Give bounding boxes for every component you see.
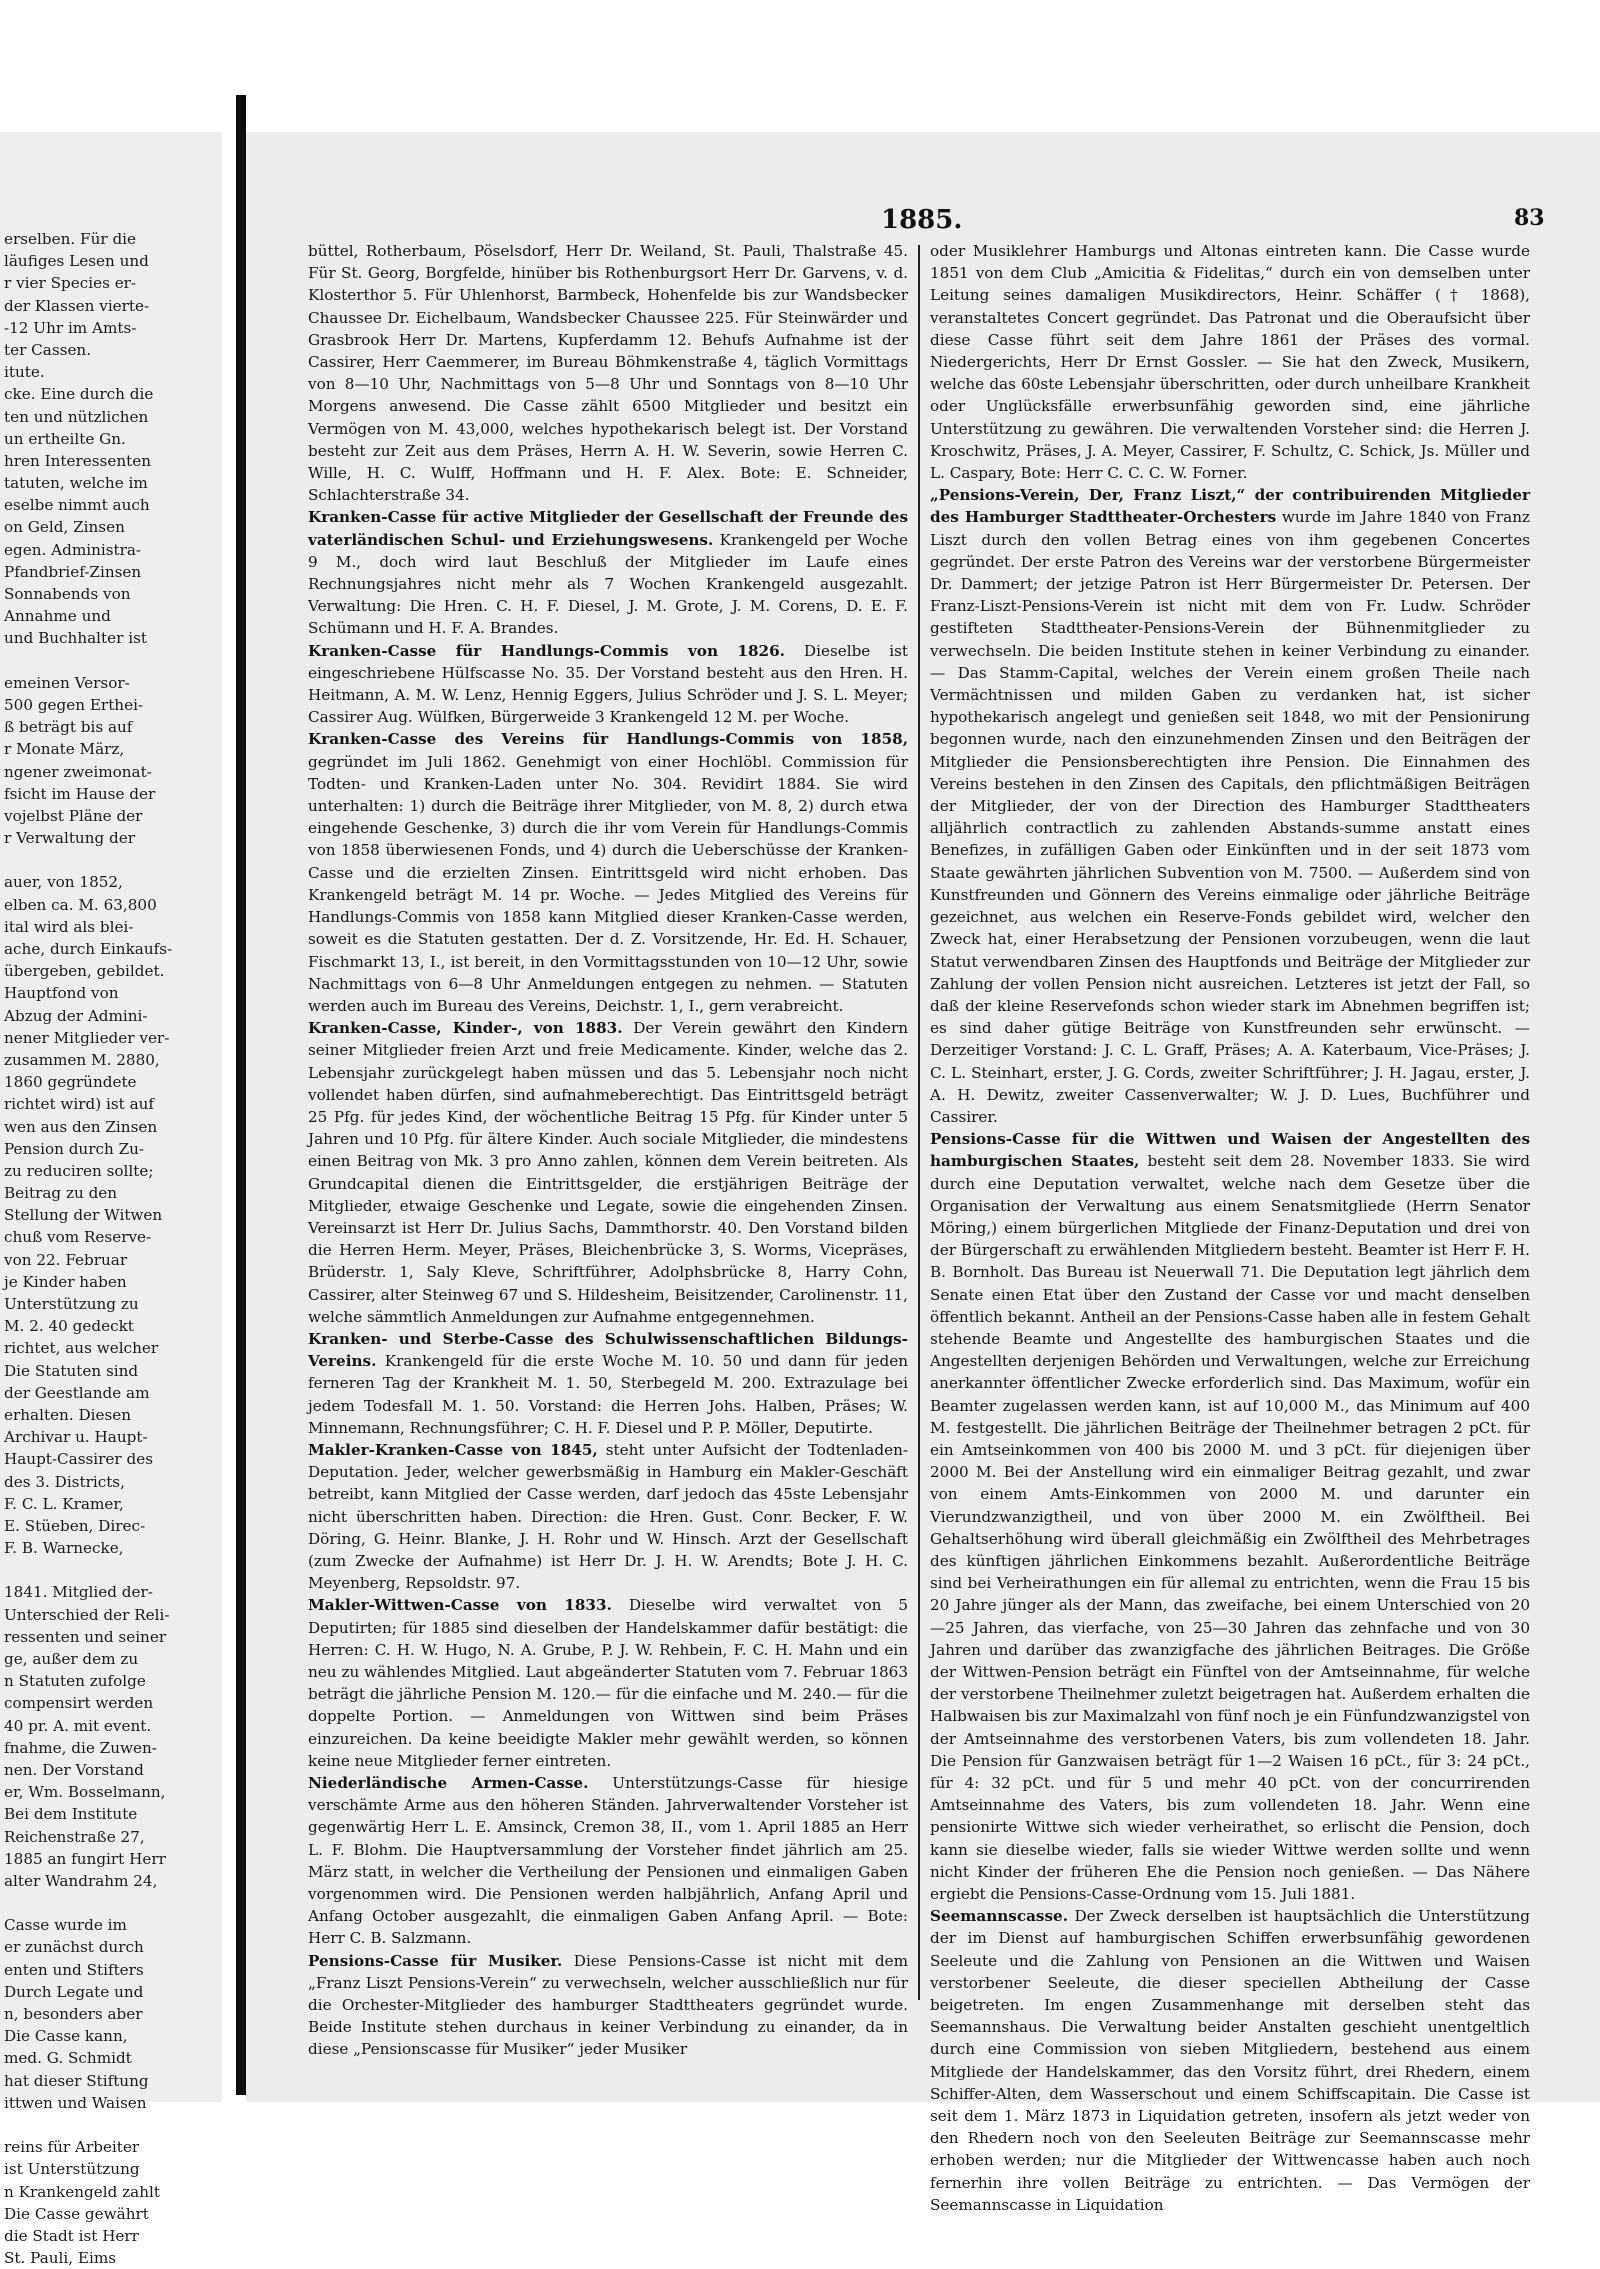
left-page-line: erselben. Für die — [4, 230, 137, 248]
entry-heading: Kranken-Casse für Handlungs-Commis von 1826. — [308, 641, 785, 660]
left-page-line: F. C. L. Kramer, — [4, 1494, 124, 1513]
left-page-line — [4, 2114, 236, 2136]
left-page-line: er zunächst durch — [4, 1938, 144, 1957]
entry-heading: Makler-Kranken-Casse von 1845, — [308, 1440, 598, 1459]
entry-heading: „Pensions-Verein, Der, Franz Liszt,“ der contribuirenden Mitglieder des Hamburger Stadttheater-Orchesters — [930, 486, 1530, 527]
entry-text: gegründet im Juli 1862. Genehmigt von einer Hochlöbl. Commission für Todten- und Kranken-Laden unter No. 304. Revidirt 1884. Sie wird unterhalten: 1) durch die Beiträge ihrer Mitglieder, von M. 8, 2) durch etwa eingehende Geschenke, 3) durch die ihr vom Verein für Handlungs-Commis von 1858 überwiesenen Fonds, und 4) durch die Ueberschüsse der Kranken-Casse und die erzielten Zinsen. Eintrittsgeld wird nicht erhoben. Das Krankengeld beträgt M. 14 pr. Woche. — Jedes Mitglied des Vereins für Handlungs-Commis von 1858 kann Mitglied dieser Kranken-Casse werden, soweit es die Statuten gestatten. Der d. Z. Vorsitzende, Hr. Ed. H. Schauer, Fischmarkt 13, I., ist bereit, in den Vormittagsstunden von 10—12 Uhr, sowie Nachmittags von 6—8 Uhr Anmeldungen entgegen zu nehmen. — Statuten werden auch im Bureau des Vereins, Deichstr. 1, I., gern verabreicht. — [308, 752, 908, 1015]
entry-text: Der Verein gewährt den Kindern seiner Mitglieder freien Arzt und freie Medicamente. Kinder, welche das 2. Lebensjahr zurückgelegt haben müssen und das 5. Lebensjahr noch nicht vollendet haben dürfen, sind aufnahmeberechtigt. Das Eintrittsgeld beträgt 25 Pfg. für jedes Kind, der wöchentliche Beitrag 15 Pfg. für Kinder unter 5 Jahren und 10 Pfg. für ältere Kinder. Auch sociale Mitglieder, die mindestens einen Beitrag von Mk. 3 pro Anno zahlen, können dem Verein beitreten. Als Grundcapital dienen die Eintrittsgelder, die erstjährigen Beiträge der Mitglieder, etwaige Geschenke und Legate, sowie die eingehenden Zinsen. Vereinsarzt ist Herr Dr. Julius Sachs, Dammthorstr. 40. Den Vorstand bilden die Herren Herm. Meyer, Präses, Bleichenbrücke 3, S. Worms, Vicepräses, Brüderstr. 1, Saly Kleve, Schriftführer, Adolphsbrücke 8, Harry Cohn, Cassirer, alter Steinweg 67 und S. Hildesheim, Beisitzender, Carolinenstr. 11, welche sämmtlich Anmeldungen zur Aufnahme entgegennehmen. — [308, 1019, 908, 1326]
left-page-line: Stellung der Witwen — [4, 1206, 163, 1225]
entry-text: Dieselbe ist eingeschriebene Hülfscasse No. 35. Der Vorstand besteht aus den Hren. H. Heitmann, A. M. W. Lenz, Hennig Eggers, Julius Schröder und J. S. L. Meyer; Cassirer Aug. Wülfken, Bürgerweide 3 Krankengeld 12 M. per Woche. — [308, 641, 909, 727]
left-page-line: Hauptfond von — [4, 984, 119, 1003]
entry-paragraph — [930, 1128, 1530, 1905]
entry-paragraph — [308, 1328, 908, 1439]
left-page-line — [4, 1559, 236, 1581]
left-page-line: erhalten. Diesen — [4, 1405, 132, 1424]
entry-paragraph — [308, 240, 908, 506]
left-page-line: die Stadt ist Herr — [4, 2226, 139, 2245]
left-page-line: ter Cassen. — [4, 340, 92, 359]
entry-paragraph — [308, 506, 908, 639]
left-page-line: cke. Eine durch die — [4, 385, 154, 404]
left-page-line: eselbe nimmt auch — [4, 496, 150, 515]
left-page-line: Die Casse gewährt — [4, 2204, 149, 2223]
left-page-line: M. 2. 40 gedeckt — [4, 1317, 134, 1336]
left-page-line: zusammen M. 2880, — [4, 1050, 160, 1069]
left-page-line: ten und nützlichen — [4, 407, 149, 426]
entry-heading: Kranken-Casse des Vereins für Handlungs-Commis von 1858, — [308, 730, 908, 749]
left-page-line: er, Wm. Bosselmann, — [4, 1783, 166, 1802]
left-page-line: enten und Stifters — [4, 1960, 144, 1979]
left-page-line: 1841. Mitglied der- — [4, 1583, 153, 1602]
entry-paragraph — [930, 484, 1530, 1128]
entry-heading: Makler-Wittwen-Casse von 1833. — [308, 1596, 612, 1615]
left-page-line: elben ca. M. 63,800 — [4, 895, 157, 914]
left-page-line: von 22. Februar — [4, 1250, 128, 1269]
left-page-line: der Geestlande am — [4, 1383, 150, 1402]
entry-text: wurde im Jahre 1840 von Franz Liszt durch den vollen Betrag eines von ihm gegebenen Concertes gegründet. Der erste Patron des Vereins war der verstorbene Bürgermeister Dr. Dammert; der jetzige Patron ist Herr Bürgermeister Dr. Petersen. Der Franz-Liszt-Pensions-Verein ist nicht mit dem von Fr. Ludw. Schröder gestifteten Stadttheater-Pensions-Verein der Bühnenmitglieder zu verwechseln. Die beiden Institute stehen in keiner Verbindung zu einander. — Das Stamm-Capital, welches der Verein einem großen Theile nach Vermächtnissen und milden Gaben zu verdanken hat, ist sicher hypothekarisch angelegt und genießen seit 1848, wo mit der Pensionirung begonnen wurde, nach den einzunehmenden Zinsen und den Beiträgen der Mitglieder die Pensionsberechtigten ihre Pension. Die Einnahmen des Vereins bestehen in den Zinsen des Capitals, den pflichtmäßigen Beiträgen der Mitglieder, der von der Direction des Hamburger Stadttheaters alljährlich contractlich zu zahlenden Abstands-summe anstatt eines Benefizes, in zufälligen Gaben oder Einkünften und in der seit 1873 vom Staate gewährten jährlichen Subvention von M. 7500. — Außerdem sind von Kunstfreunden und Gönnern des Vereins einmalige oder jährliche Beiträge gezeichnet, aus welchen ein Reserve-Fonds gebildet wird, welcher den Zweck hat, einer Herabsetzung der Pensionen vorzubeugen, wenn die laut Statut verwendbaren Zinsen des Hauptfonds und Beiträge der Mitglieder zur Zahlung der vollen Pension nicht ausreichen. Letzteres ist jetzt der Fall, so daß der kleine Reservefonds schon wieder stark im Abnehmen begriffen ist; es sind daher gütige Beiträge von Kunstfreunden sehr erwünscht. — Derzeitiger Vorstand: J. C. L. Graff, Präses; A. A. Katerbaum, Vice-Präses; J. C. L. Steinhart, erster, J. G. Cords, zweiter Schriftführer; J. H. Jagau, erster, J. A. H. Dewitz, zweiter Cassenverwalter; W. J. D. Lues, Buchführer und Cassirer. — [930, 508, 1530, 1126]
left-page-line: r Monate März, — [4, 740, 125, 759]
left-page-line: compensirt werden — [4, 1694, 154, 1713]
left-page-line: Archivar u. Haupt- — [4, 1428, 148, 1447]
left-page-line: Unterstützung zu — [4, 1295, 139, 1313]
entry-heading: Kranken-Casse für active Mitglieder der Gesellschaft der Freunde des vaterländischen Schul- und Erziehungswesens. — [308, 508, 908, 549]
left-page-line: 1860 gegründete — [4, 1073, 137, 1092]
left-page-line: n Krankengeld zahlt — [4, 2182, 160, 2201]
left-page-text — [4, 228, 236, 2269]
left-page-fragment — [0, 132, 222, 2268]
column-divider — [918, 245, 920, 2000]
left-page-line: Pension durch Zu- — [4, 1139, 145, 1158]
page-number: 83 — [1514, 205, 1545, 231]
left-page-line: 500 gegen Erthei- — [4, 695, 144, 714]
left-page-line: je Kinder haben — [4, 1272, 127, 1291]
left-page-line: übergeben, gebildet. — [4, 962, 165, 981]
book-binding — [236, 95, 246, 2095]
entry-text: Der Zweck derselben ist hauptsächlich die Unterstützung der im Dienst auf hamburgischen Schiffen erwerbsunfähig gewordenen Seeleute und die Zahlung von Pensionen an die Wittwen und Waisen verstorbener Seeleute, die dieser speciellen Abtheilung der Casse beigetreten. Im engen Zusammenhange mit derselben steht das Seemannshaus. Die Verwaltung beider Anstalten geschieht unentgeltlich durch eine Commission von sieben Mitgliedern, bestehend aus einem Mitgliede der Handelskammer, das den Vorsitz führt, drei Rhedern, einem Schiffer-Alten, dem Wasserschout und einem Schiffscapitain. Die Casse ist seit dem 1. März 1873 in Liquidation getreten, insofern als jetzt weder von den Rhedern noch von den Seeleuten Beiträge zur Seemannscasse mehr erhoben werden; nur die Mitglieder der Wittwencasse haben auch noch fernerhin ihre vollen Beiträge zu entrichten. — Das Vermögen der Seemannscasse in Liquidation — [930, 1907, 1530, 2214]
page-header — [246, 200, 1546, 240]
left-page-line: zu reduciren sollte; — [4, 1161, 154, 1180]
left-page-line: -12 Uhr im Amts- — [4, 318, 137, 337]
left-page-line: F. B. Warnecke, — [4, 1539, 124, 1558]
left-page-line: E. Stüeben, Direc- — [4, 1516, 146, 1535]
left-page-line: ittwen und Waisen — [4, 2093, 147, 2112]
left-page-line: Abzug der Admini- — [4, 1006, 148, 1025]
entry-heading: Kranken- und Sterbe-Casse des Schulwissenschaftlichen Bildungs-Vereins. — [308, 1329, 908, 1371]
entry-paragraph — [308, 1439, 908, 1594]
left-page-line: Annahme und — [4, 607, 111, 626]
left-page-line: med. G. Schmidt — [4, 2049, 132, 2068]
left-page-line: und Buchhalter ist — [4, 629, 147, 648]
left-page-line: ital wird als blei- — [4, 917, 134, 936]
entry-paragraph — [308, 1772, 908, 1950]
left-page-line: richtet wird) ist auf — [4, 1095, 155, 1114]
left-page-line: nener Mitglieder ver- — [4, 1028, 170, 1047]
entry-text: Diese Pensions-Casse ist nicht mit dem „Franz Liszt Pensions-Verein“ zu verwechseln, welcher ausschließlich nur für die Orchester-Mitglieder des hamburger Stadttheaters gegründet wurde. Beide Institute stehen durchaus in keiner Verbindung zu einander, da in diese „Pensionscasse für Musiker“ jeder Musiker — [308, 1951, 908, 2059]
entry-text: besteht seit dem 28. November 1833. Sie wird durch eine Deputation verwaltet, welche nach dem Gesetze über die Organisation der Verwaltung aus einem Senatsmitgliede (Herrn Senator Möring,) einem bürgerlichen Mitgliede der Finanz-Deputation und drei von der Bürgerschaft zu erwählenden Mitgliedern besteht. Beamter ist Herr F. H. B. Bornholt. Das Bureau ist Neuerwall 71. Die Deputation legt jährlich dem Senate einen Etat über den Zustand der Casse vor und macht denselben öffentlich bekannt. Antheil an der Pensions-Casse haben alle in festem Gehalt stehende Beamte und Angestellte des hamburgischen Staates und die Angestellten derjenigen Behörden und Verwaltungen, welche zur Erreichung anerkannter öffentlicher Zwecke erforderlich sind. Das Maximum, wofür ein Beamter zugelassen werden kann, ist auf 10,000 M., das Minimum auf 400 M. festgestellt. Die jährlichen Beiträge der Theilnehmer betragen 2 pCt. für ein Amtseinkommen von 400 bis 2000 M. und 3 pCt. für diejenigen über 2000 M. Bei der Anstellung wird ein einmaliger Beitrag gezahlt, und zwar von einem Amts-Einkommen von 2000 M. und darunter ein Vierundzwanzigtheil, und von über 2000 M. ein Zwölftheil. Bei Gehaltserhöhung wird überall gleichmäßig ein Zwölftheil des Mehrbetrages des künftigen jährlichen Einkommens bezahlt. Außerordentliche Beiträge sind bei Verheirathungen ein für allemal zu entrichten, wenn die Frau 15 bis 20 Jahre jünger als der Mann, das zweifache, bei einem Unterschied von 20—25 Jahren, das vierfache, von 25—30 Jahren das zehnfache und von 30 Jahren und darüber das zwanzigfache des jährlichen Beitrages. Die Größe der Wittwen-Pension beträgt ein Fünftel von der Amtseinnahme, für welche der verstorbene Theilnehmer zuletzt beigetragen hat. Außerdem erhalten die Halbwaisen bis zur Maximalzahl von fünf noch je ein Fünfundzwanzigstel von der Amtseinnahme des verstorbenen Vaters, bis zum vollendeten 18. Jahr. Die Pension für Ganzwaisen beträgt für 1—2 Waisen 16 pCt., für 3: 24 pCt., für 4: 32 pCt. und für 5 und mehr 40 pCt. von der concurrirenden Amtseinnahme des Vaters, bis zum vollendeten 18. Jahr. Wenn eine pensionirte Wittwe sich wieder verheirathet, so erlischt die Pension, doch kann sie dieselbe wieder, falls sie wieder Wittwe werden sollte und wenn nicht Kinder der früheren Ehe die Pension noch genießen. — Das Nähere ergiebt die Pensions-Casse-Ordnung vom 15. Juli 1881. — [930, 1152, 1530, 1904]
left-page-line: 40 pr. A. mit event. — [4, 1716, 152, 1735]
left-page-line: Pfandbrief-Zinsen — [4, 562, 142, 581]
left-page-line: ngener zweimonat- — [4, 762, 152, 781]
entry-heading: Pensions-Casse für Musiker. — [308, 1951, 563, 1970]
left-page-line: alter Wandrahm 24, — [4, 1871, 158, 1890]
left-page-line — [4, 650, 236, 672]
left-page-line: ß beträgt bis auf — [4, 718, 133, 737]
entry-heading: Pensions-Casse für die Wittwen und Waisen der Angestellten des hamburgischen Staates, — [930, 1130, 1530, 1171]
entry-text: Krankengeld für die erste Woche M. 10. 50 und dann für jeden ferneren Tag der Krankheit M. 1. 50, Sterbegeld M. 200. Extrazulage bei jedem Todesfall M. 1. 50. Vorstand: die Herren Johs. Halben, Präses; W. Minnemann, Rechnungsführer; C. H. F. Diesel und P. P. Möller, Deputirte. — [308, 1352, 908, 1437]
left-page-line: ge, außer dem zu — [4, 1650, 139, 1668]
entry-text: steht unter Aufsicht der Todtenladen-Deputation. Jeder, welcher gewerbsmäßig in Hamburg ein Makler-Geschäft betreibt, kann Mitglied der Casse werden, darf jedoch das 45ste Lebensjahr nicht überschritten haben. Direction: die Hren. Gust. Conr. Becker, F. W. Döring, G. Heinr. Blanke, J. H. Rohr und W. Hinsch. Arzt der Gesellschaft (zum Zwecke der Aufnahme) ist Herr Dr. J. H. W. Arendts; Bote J. H. C. Meyenberg, Repsoldstr. 97. — [308, 1440, 908, 1593]
entry-text: büttel, Rotherbaum, Pöselsdorf, Herr Dr. Weiland, St. Pauli, Thalstraße 45. Für St. Georg, Borgfelde, hinüber bis Rothenburgsort Herr Dr. Garvens, v. d. Klosterthor 5. Für Uhlenhorst, Barmbeck, Hohenfelde bis zur Wandsbecker Chaussee Dr. Eichelbaum, Wandsbecker Chaussee 225. Für Steinwärder und Grasbrook Herr Dr. Martens, Kupferdamm 12. Behufs Aufnahme ist der Cassirer, Herr Caemmerer, im Bureau Böhmkenstraße 4, täglich Vormittags von 8—10 Uhr, Nachmittags von 5—8 Uhr und Sonntags von 8—10 Uhr Morgens anwesend. Die Casse zählt 6500 Mitglieder und besitzt ein Vermögen von M. 43,000, welches hypothekarisch belegt ist. Der Vorstand besteht zur Zeit aus dem Präses, Herrn A. H. W. Severin, sowie Herren C. Wille, H. C. Wulff, Hoffmann und H. F. Alex. Bote: E. Schneider, Schlachterstraße 34. — [308, 242, 908, 505]
left-page-line: fsicht im Hause der — [4, 784, 156, 803]
left-page-line: un ertheilte Gn. — [4, 429, 126, 448]
left-page-line: n Statuten zufolge — [4, 1672, 146, 1691]
left-page-line: r Verwaltung der — [4, 829, 136, 848]
left-page-line: Sonnabends von — [4, 585, 131, 603]
left-page-line: richtet, aus welcher — [4, 1339, 159, 1358]
entry-paragraph — [308, 1950, 908, 2061]
entry-paragraph — [308, 640, 908, 729]
left-page-line: Durch Legate und — [4, 1982, 144, 2001]
left-page-line: ist Unterstützung — [4, 2160, 140, 2179]
entry-heading: Seemannscasse. — [930, 1907, 1068, 1926]
left-page-line: reins für Arbeiter — [4, 2138, 140, 2157]
left-page-line: vojelbst Pläne der — [4, 806, 143, 825]
left-page-line: tatuten, welche im — [4, 474, 148, 493]
left-page-line — [4, 1892, 236, 1914]
column-left — [308, 240, 908, 2061]
left-page-line: fnahme, die Zuwen- — [4, 1738, 157, 1757]
entry-paragraph — [930, 1905, 1530, 2216]
entry-paragraph — [930, 240, 1530, 484]
left-page-line: Beitrag zu den — [4, 1184, 118, 1203]
left-page-line: Bei dem Institute — [4, 1805, 138, 1824]
left-page-line: hat dieser Stiftung — [4, 2071, 149, 2090]
page-year: 1885. — [881, 205, 963, 235]
entry-text: Krankengeld per Woche 9 M., doch wird laut Beschluß der Mitglieder im Laufe eines Rechnungsjahres nicht mehr als 7 Wochen Krankengeld ausgezahlt. Verwaltung: Die Hren. C. H. F. Diesel, J. M. Grote, J. M. Corens, D. E. F. Schümann und H. F. A. Brandes. — [308, 530, 908, 638]
left-page-line: wen aus den Zinsen — [4, 1117, 158, 1136]
left-page-line: itute. — [4, 363, 45, 382]
left-page-line: n, besonders aber — [4, 2005, 143, 2023]
left-page-line: läufiges Lesen und — [4, 252, 149, 271]
entry-heading: Niederländische Armen-Casse. — [308, 1774, 589, 1793]
column-right — [930, 240, 1530, 2216]
left-page-line: hren Interessenten — [4, 451, 151, 470]
left-page-line: Die Statuten sind — [4, 1361, 139, 1380]
entry-heading: Kranken-Casse, Kinder-, von 1883. — [308, 1019, 623, 1038]
left-page-line: ressenten und seiner — [4, 1627, 167, 1646]
left-page-line: St. Pauli, Eims — [4, 2249, 117, 2268]
left-page-line: emeinen Versor- — [4, 673, 130, 692]
entry-text: Dieselbe wird verwaltet von 5 Deputirten; für 1885 sind dieselben der Handelskammer dafür bestätigt: die Herren: C. H. W. Hugo, N. A. Grube, P. J. W. Rehbein, F. C. H. Mahn und ein neu zu wählendes Mitglied. Laut abgeänderter Statuten vom 7. Februar 1863 beträgt die jährliche Pension M. 120.— für die einfache und M. 240.— für die doppelte Portion. — Anmeldungen von Wittwen sind beim Präses einzureichen. Da keine beeidigte Makler mehr gewählt werden, so können keine neue Mitglieder ferner eintreten. — [308, 1596, 909, 1770]
left-page-line: Reichenstraße 27, — [4, 1827, 145, 1846]
left-page-line: on Geld, Zinsen — [4, 518, 125, 537]
left-page-line: der Klassen vierte- — [4, 296, 150, 315]
left-page-line: 1885 an fungirt Herr — [4, 1849, 166, 1868]
entry-text: oder Musiklehrer Hamburgs und Altonas eintreten kann. Die Casse wurde 1851 von dem Club „Amicitia & Fidelitas,“ durch ein von demselben unter Leitung seines damaligen Musikdirectors, Heinr. Schäffer († 1868), veranstaltetes Concert gegründet. Das Patronat und die Oberaufsicht über diese Casse führt seit dem Jahre 1861 der Präses des vormal. Niedergerichts, Herr Dr Ernst Gossler. — Sie hat den Zweck, Musikern, welche das 60ste Lebensjahr überschritten, oder durch unheilbare Krankheit oder Unglücksfälle erwerbsunfähig geworden sind, eine jährliche Unterstützung zu gewähren. Die verwaltenden Vorsteher sind: die Herren J. Kroschwitz, Präses, J. A. Meyer, Cassirer, F. Schultz, C. Schick, Js. Müller und L. Caspary, Bote: Herr C. C. C. W. Forner. — [930, 242, 1530, 483]
left-page-line: auer, von 1852, — [4, 873, 123, 892]
left-page-line: Unterschied der Reli- — [4, 1605, 170, 1624]
entry-text: Unterstützungs-Casse für hiesige verschämte Arme aus den höheren Ständen. Jahrverwaltender Vorsteher ist gegenwärtig Herr L. E. Amsinck, Cremon 38, II., vom 1. April 1885 an Herr L. F. Blohm. Die Hauptversammlung der Vorsteher findet jährlich am 25. März statt, in welcher die Vertheilung der Pensionen und einmaligen Gaben vorgenommen wird. Die Pensionen werden halbjährlich, Anfang April und Anfang October ausgezahlt, die einmaligen Gaben Anfang April. — Bote: Herr C. B. Salzmann. — [308, 1774, 908, 1948]
entry-paragraph — [308, 1594, 908, 1772]
left-page-line: Die Casse kann, — [4, 2027, 128, 2046]
left-page-line: r vier Species er- — [4, 274, 137, 293]
left-page-line: Haupt-Cassirer des — [4, 1450, 153, 1469]
entry-paragraph — [308, 728, 908, 1017]
left-page-line: nen. Der Vorstand — [4, 1760, 144, 1779]
left-page-line — [4, 849, 236, 871]
entry-paragraph — [308, 1017, 908, 1328]
left-page-line: ache, durch Einkaufs- — [4, 940, 173, 958]
left-page-line: des 3. Districts, — [4, 1472, 125, 1491]
left-page-line: egen. Administra- — [4, 540, 142, 559]
left-page-line: chuß vom Reserve- — [4, 1228, 152, 1247]
left-page-line: Casse wurde im — [4, 1916, 127, 1935]
